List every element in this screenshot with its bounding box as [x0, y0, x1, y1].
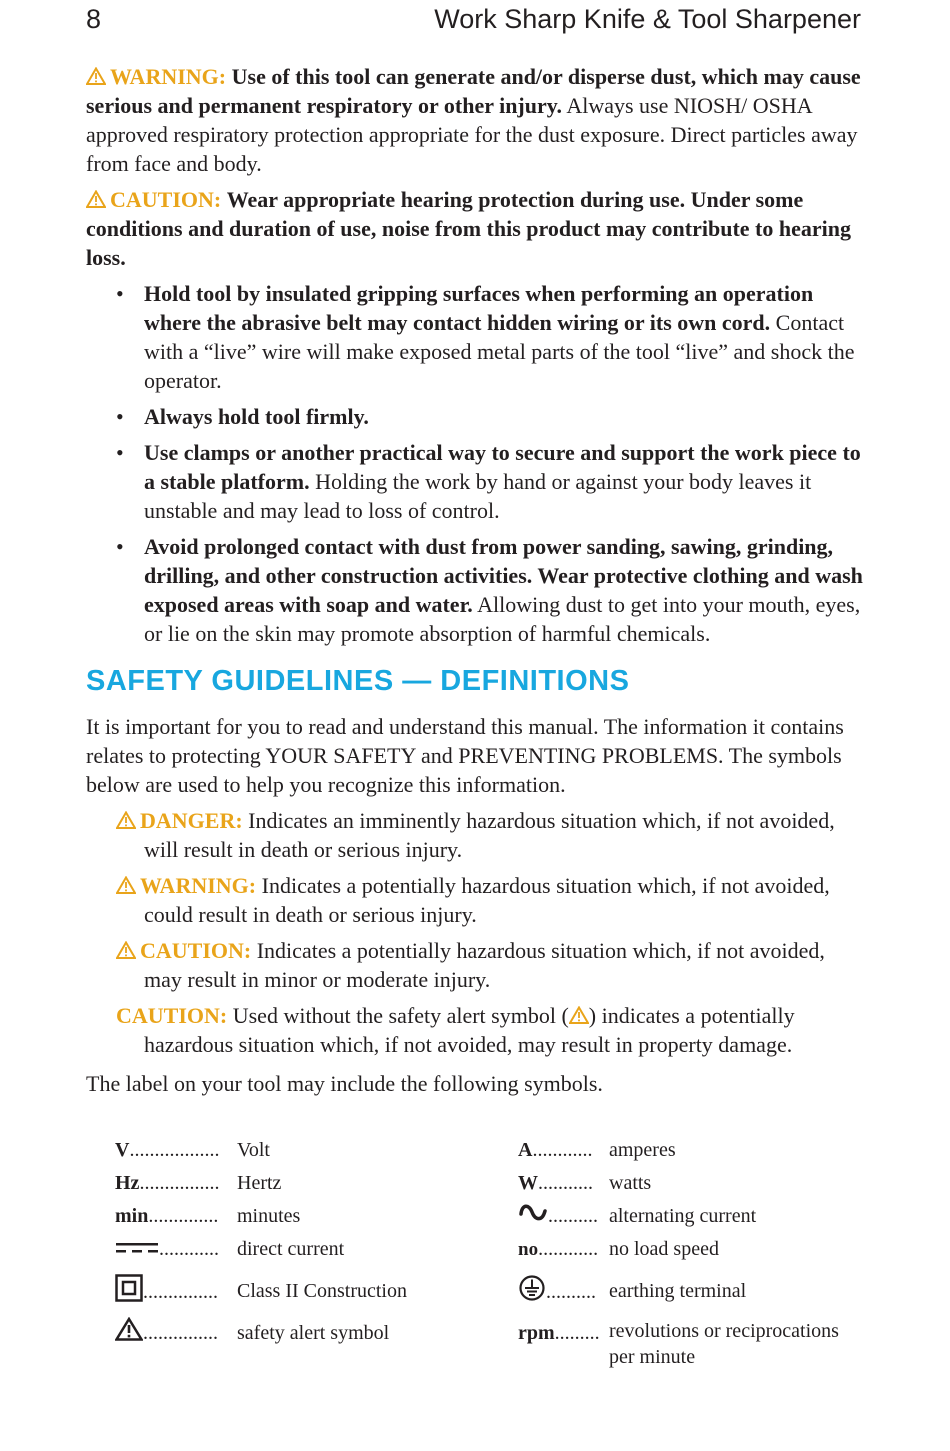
leader-dots: ............ — [159, 1238, 219, 1260]
caution-no-symbol-text-after: ) indicates a potentially hazardous situation which, if not avoided, may result in property damage. — [144, 1003, 795, 1057]
caution-no-symbol-text-before: Used without the safety alert symbol ( — [227, 1003, 569, 1028]
definition-warning — [116, 871, 866, 929]
bullet-bold-text: Always hold tool firmly. — [144, 404, 369, 429]
leader-dots: ............... — [143, 1322, 218, 1344]
warning-alert-icon — [86, 67, 106, 85]
bullet-bold-text: Hold tool by insulated gripping surfaces when performing an operation where the abrasive belt may contact hidden wiring or its own cord. — [144, 281, 814, 335]
definition-danger — [116, 806, 866, 864]
page-header — [86, 4, 861, 40]
safety-alert-icon — [115, 1317, 143, 1352]
earthing-terminal-icon — [518, 1274, 546, 1313]
symbols-intro: The label on your tool may include the following symbols. — [86, 1071, 603, 1096]
bullet-bold-text: Use clamps or another practical way to secure and support the work piece to a stable platform. — [144, 440, 861, 494]
symbol-desc-amperes: amperes — [609, 1139, 676, 1161]
symbol-row-earthing-terminal — [518, 1274, 596, 1308]
symbol-row-hertz — [115, 1168, 219, 1198]
leader-dots: .......... — [546, 1281, 596, 1304]
direct-current-icon — [115, 1235, 159, 1265]
symbol-desc-direct-current: direct current — [237, 1238, 345, 1260]
symbol-row-no-load-speed — [518, 1234, 598, 1264]
symbol-glyph: V — [115, 1139, 130, 1161]
bullet-dot: • — [116, 281, 124, 306]
leader-dots: ................ — [139, 1172, 220, 1194]
symbol-desc-minutes: minutes — [237, 1205, 301, 1227]
symbol-row-alternating-current — [518, 1201, 598, 1231]
bullet-text: Contact with a “live” wire will make exposed metal parts of the tool “live” and shock the operator. — [144, 310, 855, 393]
symbol-desc-volt: Volt — [237, 1139, 270, 1161]
section-heading: SAFETY GUIDELINES — DEFINITIONS — [86, 665, 630, 697]
warning-definition-text: Indicates a potentially hazardous situation which, if not avoided, could result in death or serious injury. — [144, 873, 830, 927]
warning-alert-icon — [116, 876, 136, 894]
bullet-dot: • — [116, 440, 124, 465]
warning-text: Always use NIOSH/ OSHA approved respiratory protection appropriate for the dust exposure. Direct particles away from face and body. — [86, 93, 858, 176]
leader-dots: ............ — [532, 1139, 593, 1161]
symbol-glyph: A — [518, 1139, 533, 1161]
safety-bullet-list — [86, 279, 866, 648]
warning-bold-text: Use of this tool can generate and/or disperse dust, which may cause serious and permanent respiratory or other injury. — [86, 64, 861, 118]
symbol-desc-earthing-terminal: earthing terminal — [609, 1280, 747, 1302]
warning-paragraph — [86, 62, 866, 178]
symbol-desc-alternating-current: alternating current — [609, 1205, 757, 1227]
symbol-glyph — [518, 1238, 538, 1260]
document-title: Work Sharp Knife & Tool Sharpener — [434, 4, 861, 34]
caution-paragraph — [86, 185, 866, 272]
leader-dots: ......... — [554, 1322, 600, 1344]
symbol-row-rpm — [518, 1318, 600, 1348]
alternating-current-icon — [518, 1202, 548, 1233]
danger-text: Indicates an imminently hazardous situation which, if not avoided, will result in death or serious injury. — [144, 808, 835, 862]
danger-alert-icon — [116, 811, 136, 829]
symbol-row-direct-current — [115, 1234, 219, 1264]
danger-label: DANGER: — [140, 808, 243, 833]
symbol-row-amperes — [518, 1135, 592, 1165]
caution-bold-text: Wear appropriate hearing protection during use. Under some conditions and duration of use, noise from this product may contribute to hearing loss. — [86, 187, 851, 270]
caution-alert-icon — [116, 941, 136, 959]
list-item — [86, 532, 866, 648]
leader-dots: .......... — [548, 1205, 598, 1227]
warning-definition-label: WARNING: — [140, 873, 257, 898]
symbol-row-watts — [518, 1168, 593, 1198]
symbol-glyph: Hz — [115, 1172, 140, 1194]
list-item — [86, 279, 866, 395]
definition-caution-no-symbol — [116, 1001, 866, 1059]
symbol-desc-hertz: Hertz — [237, 1172, 282, 1194]
warning-label: WARNING: — [110, 64, 227, 89]
no-load-speed-symbol: no — [518, 1239, 539, 1260]
bullet-dot: • — [116, 404, 124, 429]
leader-dots: .................. — [129, 1139, 220, 1161]
list-item — [86, 438, 866, 525]
definitions-list — [116, 806, 866, 1059]
symbol-row-minutes — [115, 1201, 218, 1231]
symbol-desc-watts: watts — [609, 1172, 652, 1194]
symbol-glyph: rpm — [518, 1322, 555, 1344]
bullet-text: Holding the work by hand or against your body leaves it unstable and may lead to loss of control. — [144, 469, 812, 523]
inline-alert-icon — [569, 1006, 589, 1024]
caution-definition-label: CAUTION: — [140, 938, 252, 963]
symbol-glyph: W — [518, 1172, 538, 1194]
leader-dots: ............... — [143, 1281, 218, 1304]
symbol-desc-class-ii: Class II Construction — [237, 1280, 407, 1302]
list-item — [86, 402, 866, 431]
symbol-row-safety-alert — [115, 1316, 218, 1350]
symbol-row-volt — [115, 1135, 219, 1165]
intro-paragraph: It is important for you to read and understand this manual. The information it contains relates to protecting YOUR SAFETY and PREVENTING PROBLEMS. The symbols below are used to help you recognize this information. — [86, 714, 844, 797]
leader-dots: .............. — [148, 1205, 219, 1227]
symbol-glyph: min — [115, 1205, 149, 1227]
caution-alert-icon — [86, 190, 106, 208]
leader-dots: ........... — [538, 1172, 593, 1194]
class-ii-icon — [115, 1274, 143, 1313]
caution-definition-text: Indicates a potentially hazardous situation which, if not avoided, may result in minor or moderate injury. — [144, 938, 825, 992]
symbol-row-class-ii — [115, 1274, 218, 1308]
symbol-desc-rpm: revolutions or reciprocations per minute — [609, 1320, 839, 1368]
symbol-desc-safety-alert: safety alert symbol — [237, 1322, 390, 1344]
caution-no-symbol-label: CAUTION: — [116, 1003, 228, 1028]
page-content — [86, 62, 866, 1098]
page-number: 8 — [86, 4, 102, 34]
leader-dots: ............ — [538, 1238, 599, 1260]
bullet-bold-text: Avoid prolonged contact with dust from power sanding, sawing, grinding, drilling, and other construction activities. Wear protective clothing and wash exposed areas with soap and water. — [144, 534, 863, 617]
caution-label: CAUTION: — [110, 187, 222, 212]
definition-caution — [116, 936, 866, 994]
bullet-dot: • — [116, 534, 124, 559]
symbol-desc-no-load-speed: no load speed — [609, 1238, 719, 1260]
bullet-text: Allowing dust to get into your mouth, eyes, or lie on the skin may promote absorption of harmful chemicals. — [144, 592, 861, 646]
